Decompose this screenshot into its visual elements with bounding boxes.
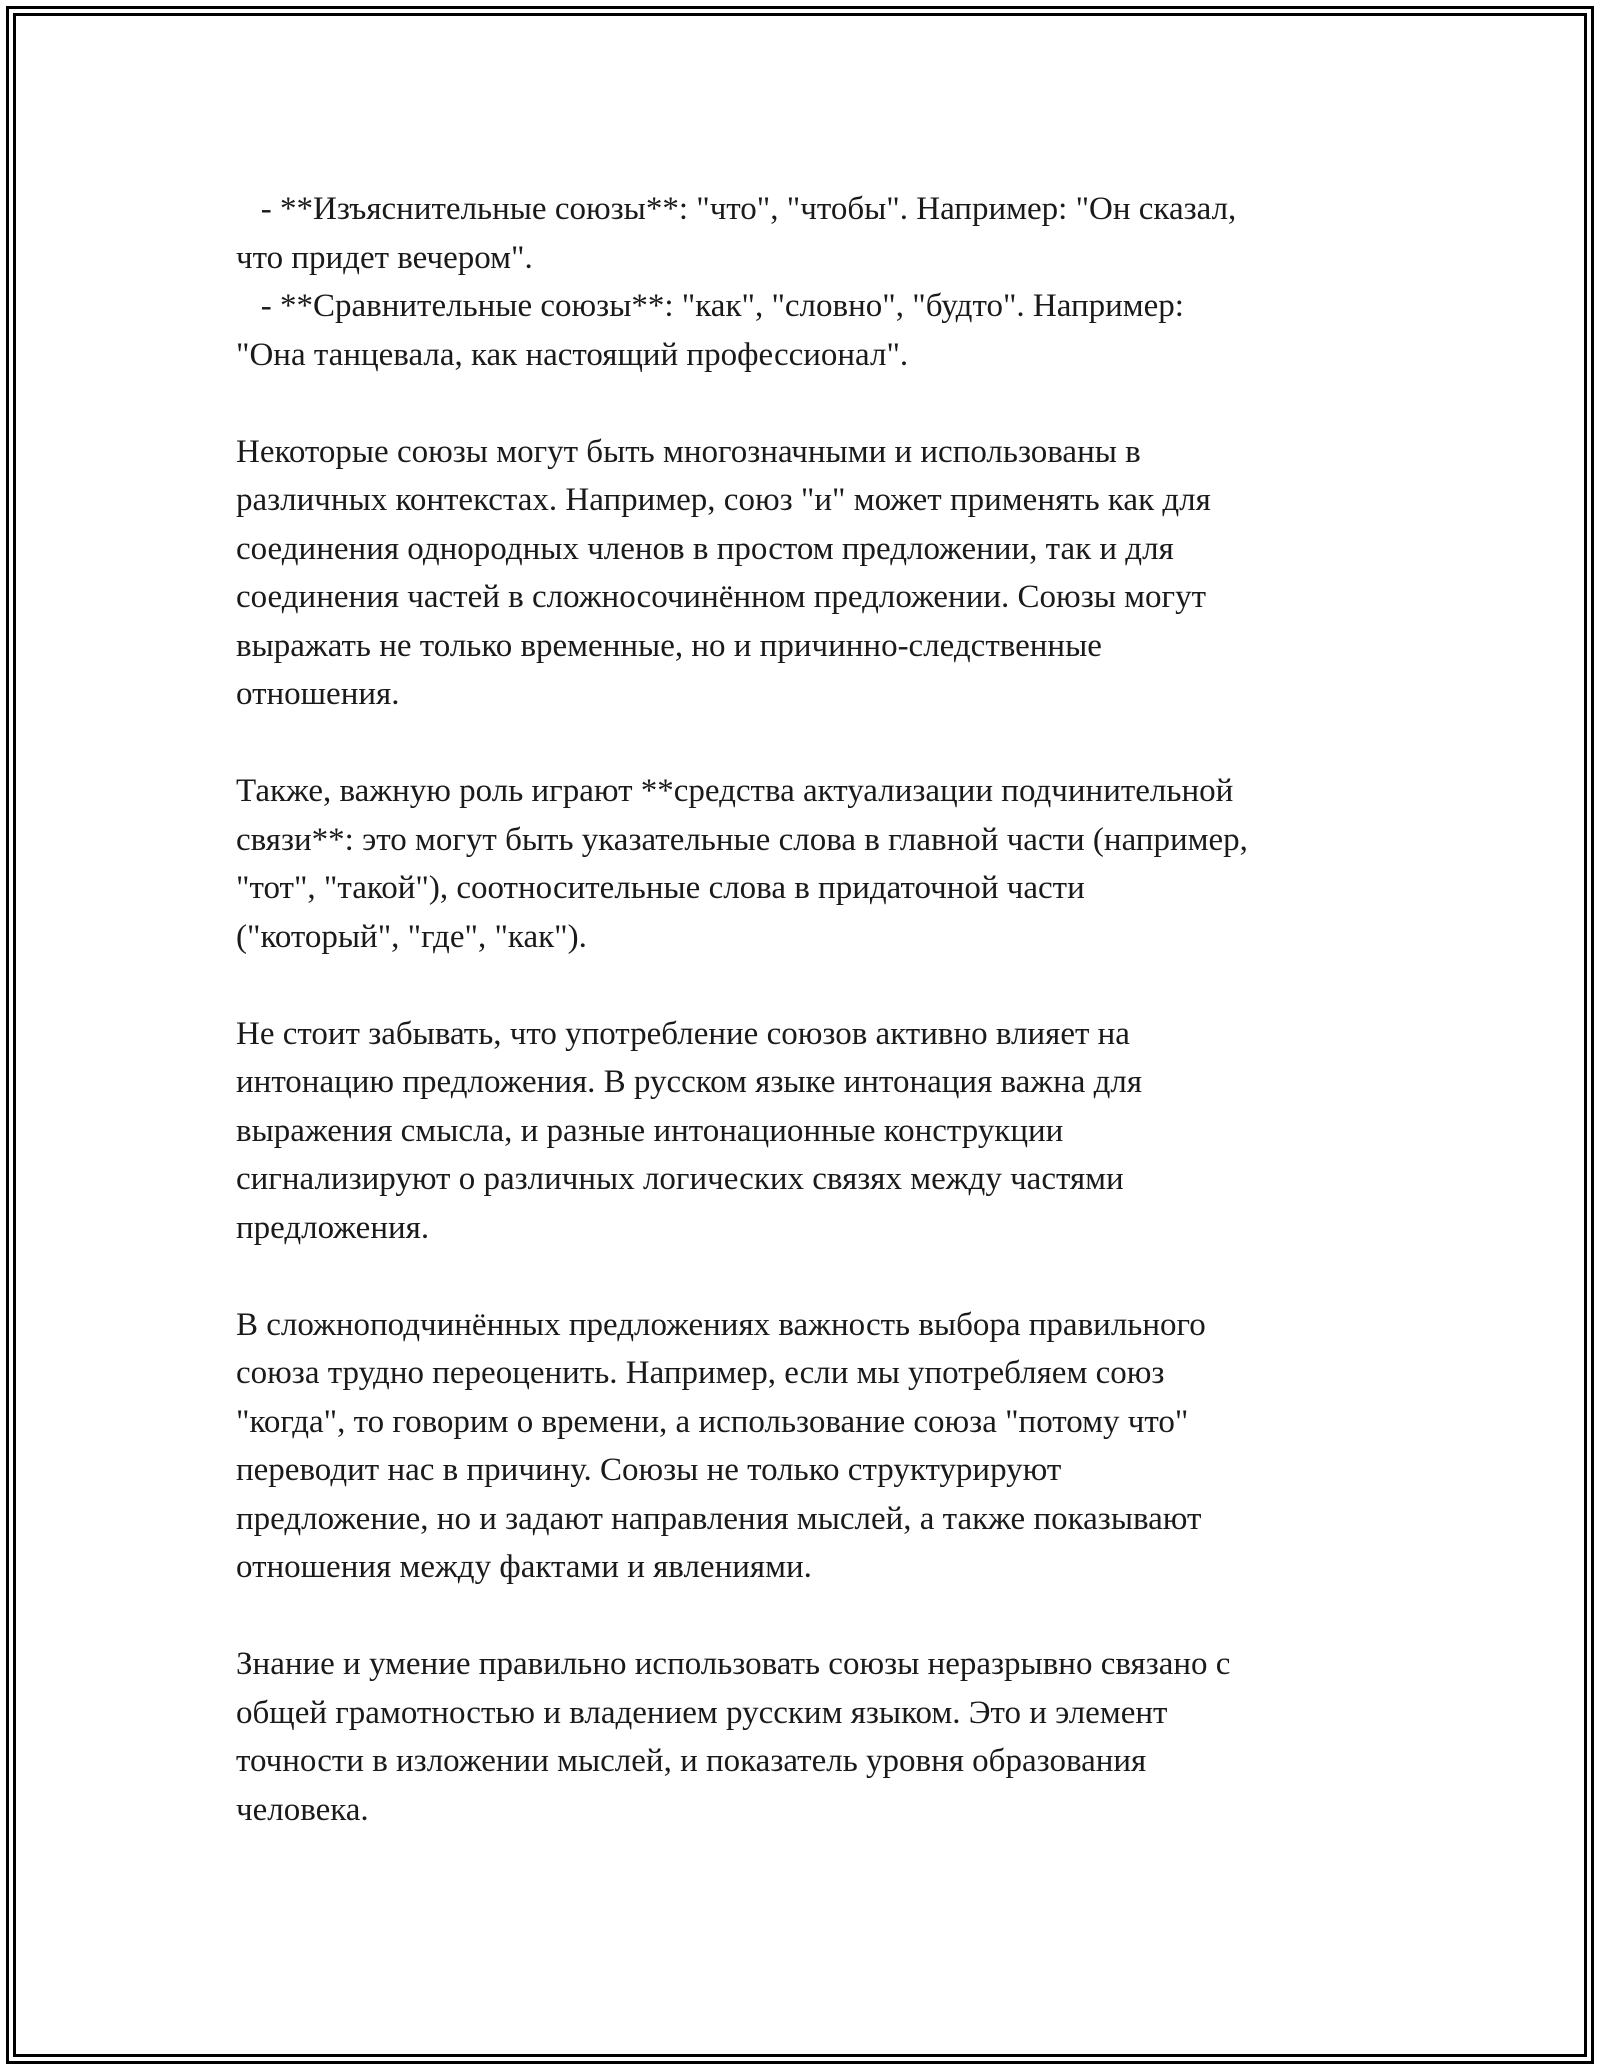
text-line: Знание и умение правильно использовать союзы неразрывно связано с bbox=[236, 1646, 1231, 1682]
text-line: предложение, но и задают направления мыслей, а также показывают bbox=[236, 1500, 1202, 1537]
text-line: выражать не только временные, но и причинно-следственные bbox=[236, 627, 1102, 664]
text-line: точности в изложении мыслей, и показатель уровня образования bbox=[236, 1743, 1147, 1779]
text-line: человека. bbox=[236, 1791, 369, 1828]
text-line: Некоторые союзы могут быть многозначными и использованы в bbox=[236, 433, 1141, 470]
text-line: что придет вечером". bbox=[236, 239, 533, 276]
paragraph-intonation bbox=[236, 1010, 1396, 1253]
text-line: сигнализируют о различных логических связях между частями bbox=[236, 1161, 1124, 1197]
text-line: переводит нас в причину. Союзы не только структурируют bbox=[236, 1452, 1062, 1488]
paragraph-conjunction-types bbox=[236, 185, 1396, 379]
text-line: "когда", то говорим о времени, а использование союза "потому что" bbox=[236, 1403, 1189, 1440]
text-line: предложения. bbox=[236, 1209, 430, 1246]
text-line: "тот", "такой"), соотносительные слова в придаточной части bbox=[236, 870, 1085, 906]
paragraph-subordination-means bbox=[236, 767, 1396, 961]
text-line: В сложноподчинённых предложениях важность выбора правильного bbox=[236, 1306, 1206, 1343]
paragraph-complex-sentences bbox=[236, 1301, 1396, 1592]
text-line: ("который", "где", "как"). bbox=[236, 918, 587, 955]
paragraph-polysemous-conjunctions bbox=[236, 428, 1396, 719]
text-line: соединения частей в сложносочинённом предложении. Союзы могут bbox=[236, 579, 1206, 615]
text-line: различных контекстах. Например, союз "и" может применять как для bbox=[236, 482, 1211, 518]
text-line: соединения однородных членов в простом предложении, так и для bbox=[236, 530, 1174, 567]
text-line: отношения. bbox=[236, 676, 400, 712]
text-line: выражения смысла, и разные интонационные конструкции bbox=[236, 1112, 1064, 1149]
document-body bbox=[236, 185, 1396, 1883]
text-line: общей грамотностью и владением русским языком. Это и элемент bbox=[236, 1694, 1168, 1731]
text-line: Также, важную роль играют **средства актуализации подчинительной bbox=[236, 773, 1234, 809]
text-line: союза трудно переоценить. Например, если мы употребляем союз bbox=[236, 1355, 1165, 1391]
text-line: связи**: это могут быть указательные слова в главной части (например, bbox=[236, 821, 1248, 858]
text-line: Не стоит забывать, что употребление союзов активно влияет на bbox=[236, 1015, 1130, 1052]
text-line: интонацию предложения. В русском языке интонация важна для bbox=[236, 1064, 1143, 1100]
text-line: - **Сравнительные союзы**: "как", "словно", "будто". Например: bbox=[236, 288, 1184, 324]
paragraph-literacy bbox=[236, 1640, 1396, 1834]
text-line: - **Изъяснительные союзы**: "что", "чтобы". Например: "Он сказал, bbox=[236, 191, 1237, 227]
text-line: "Она танцевала, как настоящий профессионал". bbox=[236, 336, 909, 373]
text-line: отношения между фактами и явлениями. bbox=[236, 1549, 812, 1585]
